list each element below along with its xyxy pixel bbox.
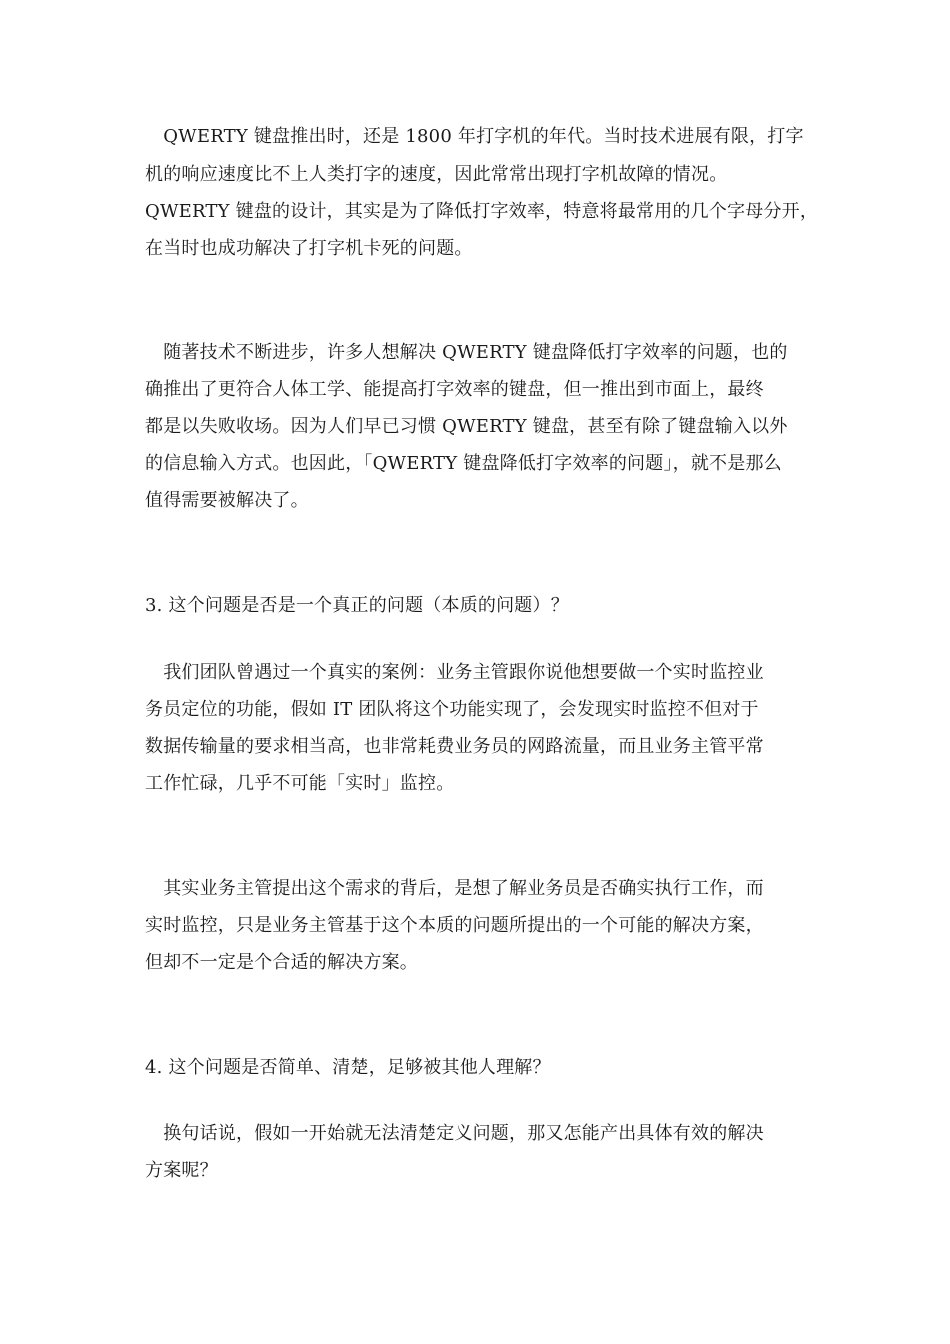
text-line: QWERTY 键盘的设计，其实是为了降低打字效率，特意将最常用的几个字母分开，: [145, 201, 819, 222]
text-line: 值得需要被解决了。: [145, 490, 309, 511]
text-line: 实时监控，只是业务主管基于这个本质的问题所提出的一个可能的解决方案，: [145, 915, 764, 936]
text-line: 但却不一定是个合适的解决方案。: [145, 952, 418, 973]
text-line: 机的响应速度比不上人类打字的速度，因此常常出现打字机故障的情况。: [145, 164, 728, 185]
text-line: 换句话说，假如一开始就无法清楚定义问题，那又怎能产出具体有效的解决: [145, 1123, 764, 1144]
text-line: 的信息输入方式。也因此，「QWERTY 键盘降低打字效率的问题」，就不是那么: [145, 453, 782, 474]
text-line: 数据传输量的要求相当高，也非常耗费业务员的网路流量，而且业务主管平常: [145, 736, 764, 757]
text-line: QWERTY 键盘推出时，还是 1800 年打字机的年代。当时技术进展有限，打字: [145, 126, 804, 147]
text-line: 都是以失败收场。因为人们早已习惯 QWERTY 键盘，甚至有除了键盘输入以外: [145, 416, 788, 437]
section-heading-3: 3. 这个问题是否是一个真正的问题（本质的问题）？: [145, 595, 569, 616]
section-heading-4: 4. 这个问题是否简单、清楚，足够被其他人理解？: [145, 1057, 551, 1078]
text-line: 其实业务主管提出这个需求的背后，是想了解业务员是否确实执行工作，而: [145, 878, 764, 899]
text-line: 随著技术不断进步，许多人想解决 QWERTY 键盘降低打字效率的问题，也的: [145, 342, 788, 363]
text-line: 在当时也成功解决了打字机卡死的问题。: [145, 238, 473, 259]
text-line: 工作忙碌，几乎不可能「实时」监控。: [145, 773, 455, 794]
text-line: 务员定位的功能，假如 IT 团队将这个功能实现了，会发现实时监控不但对于: [145, 699, 759, 720]
text-line: 方案呢？: [145, 1160, 218, 1181]
text-line: 确推出了更符合人体工学、能提高打字效率的键盘，但一推出到市面上，最终: [145, 379, 764, 400]
text-line: 我们团队曾遇过一个真实的案例：业务主管跟你说他想要做一个实时监控业: [145, 662, 764, 683]
